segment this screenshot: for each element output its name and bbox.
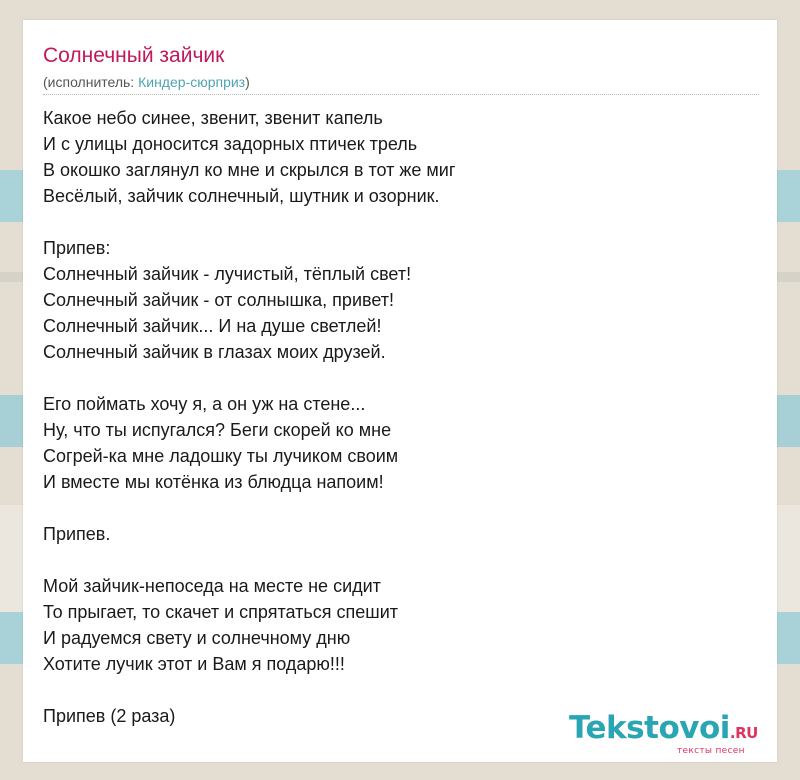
stanza-verse-1 xyxy=(43,105,743,209)
lyric-line: Его поймать хочу я, а он уж на стене... xyxy=(43,394,366,414)
artist-line xyxy=(43,74,250,90)
lyric-line: Хотите лучик этот и Вам я подарю!!! xyxy=(43,654,345,674)
stanza-verse-2 xyxy=(43,391,743,495)
lyric-line: Солнечный зайчик... И на душе светлей! xyxy=(43,316,382,336)
artist-prefix: (исполнитель: xyxy=(43,74,139,90)
artist-link[interactable]: Киндер-сюрприз xyxy=(138,74,246,90)
lyric-line: Ну, что ты испугался? Беги скорей ко мне xyxy=(43,420,392,440)
lyric-line: И радуемся свету и солнечному дню xyxy=(43,628,351,648)
artist-suffix: ) xyxy=(245,74,250,90)
lyric-line: Весёлый, зайчик солнечный, шутник и озорник. xyxy=(43,186,440,206)
song-title: Солнечный зайчик xyxy=(43,44,225,67)
chorus-label: Припев. xyxy=(43,524,111,544)
lyric-line: Мой зайчик-непоседа на месте не сидит xyxy=(43,576,381,596)
stanza-verse-3 xyxy=(43,573,743,677)
lyric-line: Согрей-ка мне ладошку ты лучиком своим xyxy=(43,446,399,466)
chorus-label: Припев: xyxy=(43,238,111,258)
site-logo[interactable] xyxy=(569,710,779,754)
logo-tagline: тексты песен xyxy=(677,746,745,756)
lyric-line: Солнечный зайчик в глазах моих друзей. xyxy=(43,342,386,362)
stanza-chorus-ref xyxy=(43,521,743,547)
logo-tld: .RU xyxy=(729,724,758,742)
lyric-line: Солнечный зайчик - лучистый, тёплый свет! xyxy=(43,264,412,284)
logo-wordmark xyxy=(569,710,758,746)
stanza-chorus xyxy=(43,235,743,365)
lyric-line: И вместе мы котёнка из блюдца напоим! xyxy=(43,472,384,492)
divider xyxy=(43,94,759,95)
chorus-label: Припев (2 раза) xyxy=(43,706,176,726)
lyric-line: Солнечный зайчик - от солнышка, привет! xyxy=(43,290,395,310)
logo-main-text: Tekstovoi xyxy=(569,710,730,746)
lyric-line: То прыгает, то скачет и спрятаться спешит xyxy=(43,602,398,622)
lyrics-body xyxy=(43,105,743,755)
lyrics-card xyxy=(23,20,777,762)
lyric-line: В окошко заглянул ко мне и скрылся в тот же миг xyxy=(43,160,456,180)
lyric-line: Какое небо синее, звенит, звенит капель xyxy=(43,108,383,128)
lyric-line: И с улицы доносится задорных птичек трель xyxy=(43,134,418,154)
